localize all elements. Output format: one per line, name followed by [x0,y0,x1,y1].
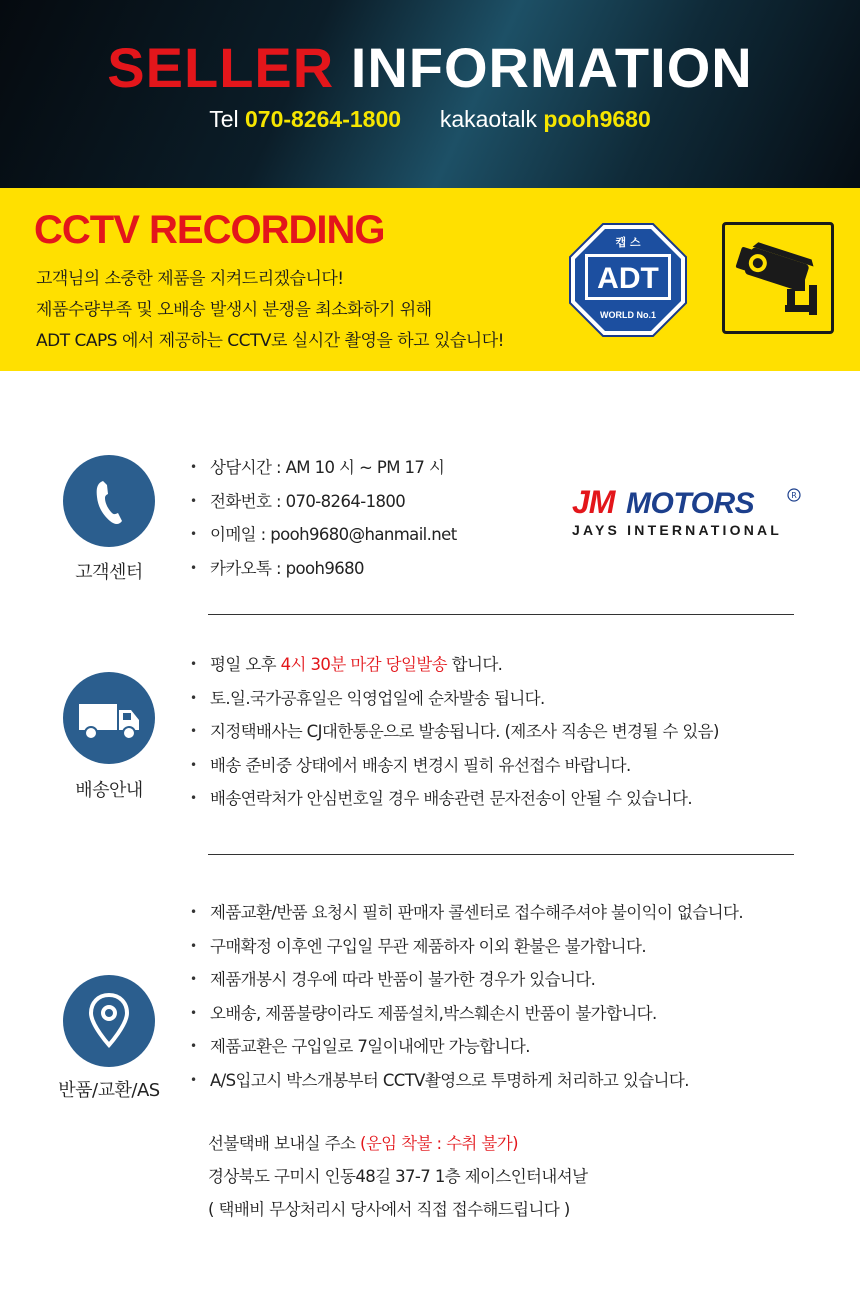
svg-text:R: R [791,491,797,500]
jm-motors-logo [570,485,804,541]
list-item: • 토.일.국가공휴일은 익영업일에 순차발송 됩니다. [190,682,719,716]
adt-top-text: 캡 스 [615,236,641,249]
list-item: • 카카오톡 : pooh9680 [190,552,457,586]
truck-icon [63,672,155,764]
cctv-description [36,264,504,357]
cctv-line: 고객님의 소중한 제품을 지켜드리겠습니다! [36,269,344,289]
cctv-title: CCTV RECORDING [34,208,385,252]
shipping-label: 배송안내 [75,780,143,801]
shipping-deadline: 4시 30분 마감 당일발송 [280,655,447,674]
adt-brand-text: ADT [597,262,659,295]
customer-center-list [190,451,457,585]
return-address-line: 경상북도 구미시 인동48길 37-7 1층 제이스인터내셔날 [208,1167,588,1186]
return-address-note-red: (운임 착불 : 수취 불가) [360,1134,518,1153]
list-item: • A/S입고시 박스개봉부터 CCTV촬영으로 투명하게 처리하고 있습니다. [190,1064,743,1098]
cctv-line: 제품수량부족 및 오배송 발생시 분쟁을 최소화하기 위해 [36,300,432,320]
location-pin-icon [63,975,155,1067]
list-item: • 제품교환/반품 요청시 필히 판매자 콜센터로 접수해주셔야 불이익이 없습니다. [190,896,743,930]
list-item: • 지정택배사는 CJ대한통운으로 발송됩니다. (제조사 직송은 변경될 수 있음) [190,715,719,749]
cctv-camera-icon [722,222,834,334]
cctv-recording-panel [0,188,860,371]
divider [208,614,794,615]
banner-title [0,36,860,99]
banner-title-seller: SELLER [107,36,335,99]
list-item: • 평일 오후 4시 30분 마감 당일발송 합니다. [190,648,719,682]
list-item: • 상담시간 : AM 10 시 ~ PM 17 시 [190,451,457,485]
seller-info-banner [0,0,860,188]
list-item: • 제품교환은 구입일로 7일이내에만 가능합니다. [190,1030,743,1064]
adt-bottom-text: WORLD No.1 [600,310,656,320]
jm-logo-sub: JAYS INTERNATIONAL [572,522,783,538]
shipping-list [190,648,719,816]
list-item[interactable]: • 전화번호 : 070-8264-1800 [190,485,457,519]
tel-label: Tel [209,106,239,132]
returns-label: 반품/교환/AS [58,1080,160,1101]
adt-caps-logo [568,222,688,338]
cctv-line: ADT CAPS 에서 제공하는 CCTV로 실시간 촬영을 하고 있습니다! [36,331,504,351]
tel-value[interactable]: 070-8264-1800 [245,106,402,132]
return-address [208,1127,587,1226]
return-address-note: ( 택배비 무상처리시 당사에서 직접 접수해드립니다 ) [208,1200,570,1219]
phone-icon [63,455,155,547]
divider [208,854,794,855]
list-item[interactable]: • 이메일 : pooh9680@hanmail.net [190,518,457,552]
banner-title-information: INFORMATION [350,36,753,99]
kakao-label: kakaotalk [439,106,537,132]
customer-center-label: 고객센터 [75,562,143,583]
list-item: • 구매확정 이후엔 구입일 무관 제품하자 이외 환불은 불가합니다. [190,930,743,964]
list-item: • 제품개봉시 경우에 따라 반품이 불가한 경우가 있습니다. [190,963,743,997]
kakao-value[interactable]: pooh9680 [543,106,651,132]
list-item: • 오배송, 제품불량이라도 제품설치,박스훼손시 반품이 불가합니다. [190,997,743,1031]
banner-contact [0,106,860,133]
returns-list [190,896,743,1097]
return-address-title: 선불택배 보내실 주소 (운임 착불 : 수취 불가) [208,1134,518,1153]
svg-text:MOTORS: MOTORS [626,487,755,520]
svg-text:JM: JM [572,485,615,520]
list-item: • 배송연락처가 안심번호일 경우 배송관련 문자전송이 안될 수 있습니다. [190,782,719,816]
list-item: • 배송 준비중 상태에서 배송지 변경시 필히 유선접수 바랍니다. [190,749,719,783]
